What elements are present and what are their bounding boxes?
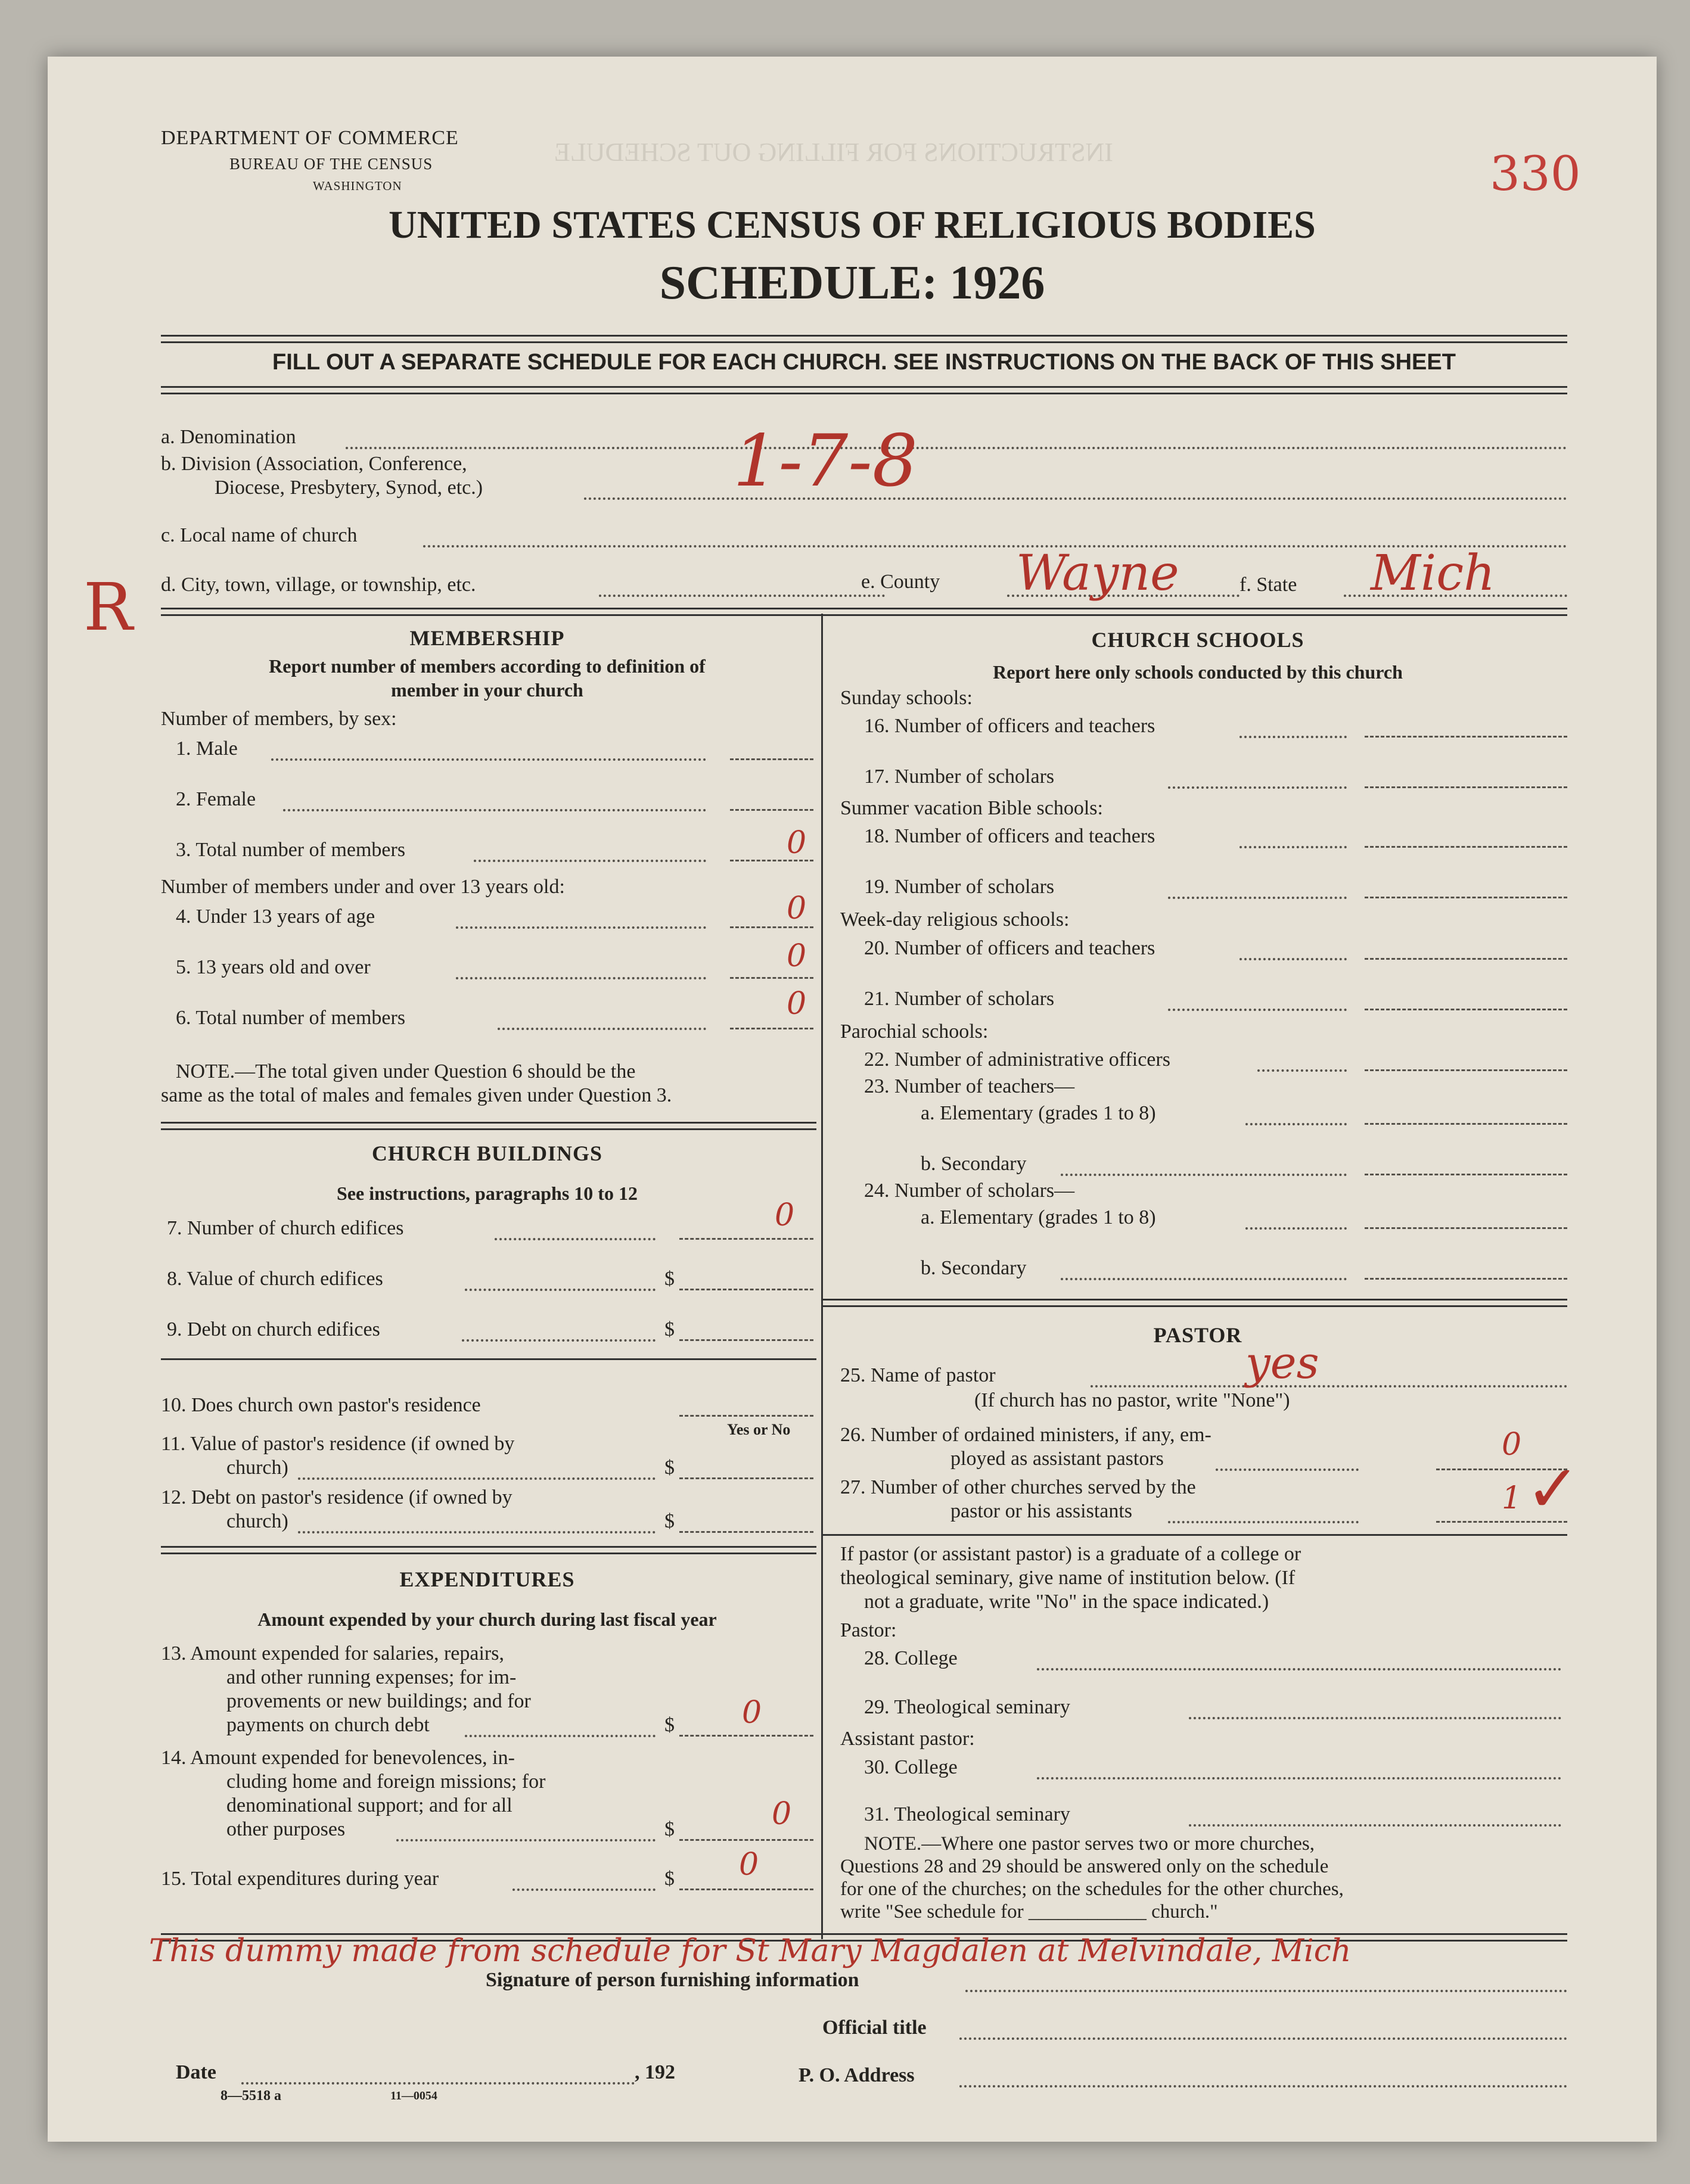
q5-leader bbox=[456, 977, 706, 979]
county-value: Wayne bbox=[1016, 545, 1179, 602]
q25-value: yes bbox=[1245, 1337, 1319, 1389]
bureau-city: WASHINGTON bbox=[313, 179, 402, 193]
q13-label-1: 13. Amount expended for salaries, repairs, bbox=[161, 1642, 504, 1665]
q31-label: 31. Theological seminary bbox=[864, 1803, 1070, 1825]
census-schedule-sheet bbox=[48, 57, 1657, 2142]
q11-label-1: 11. Value of pastor's residence (if owned by bbox=[161, 1433, 515, 1455]
department-name: DEPARTMENT OF COMMERCE bbox=[161, 127, 459, 149]
pastor-divider bbox=[822, 1299, 1567, 1307]
identification-divider bbox=[161, 608, 1567, 616]
q14-answer-field[interactable] bbox=[679, 1839, 813, 1841]
q10-answer-field[interactable] bbox=[679, 1415, 813, 1417]
pastor-sub-label: Pastor: bbox=[840, 1619, 897, 1641]
graduate-text-3: not a graduate, write "No" in the space indicated.) bbox=[864, 1591, 1269, 1613]
signature-label: Signature of person furnishing information bbox=[486, 1969, 859, 1991]
expenditures-title: EXPENDITURES bbox=[399, 1567, 575, 1591]
schools-title: CHURCH SCHOOLS bbox=[1091, 628, 1304, 652]
q12-label-1: 12. Debt on pastor's residence (if owned by bbox=[161, 1486, 512, 1508]
bleed-through-text: INSTRUCTIONS FOR FILLING OUT SCHEDULE bbox=[554, 138, 1113, 167]
buildings-divider bbox=[161, 1122, 816, 1130]
form-title: UNITED STATES CENSUS OF RELIGIOUS BODIES bbox=[389, 203, 1316, 247]
q24b-leader bbox=[1061, 1278, 1347, 1280]
q25-label: 25. Name of pastor bbox=[840, 1364, 996, 1386]
membership-sub-2: member in your church bbox=[391, 679, 583, 701]
q13-label-3: provements or new buildings; and for bbox=[226, 1690, 531, 1712]
q7-answer-field[interactable] bbox=[679, 1238, 813, 1240]
q3-total-label: 3. Total number of members bbox=[176, 839, 406, 861]
q4-answer-field[interactable] bbox=[730, 926, 813, 928]
q24b-label: b. Secondary bbox=[921, 1257, 1027, 1279]
membership-note-2: same as the total of males and females given under Question 3. bbox=[161, 1084, 672, 1106]
q8-answer-field[interactable] bbox=[679, 1289, 813, 1290]
pastor-title: PASTOR bbox=[1153, 1323, 1242, 1347]
expenditures-divider bbox=[161, 1546, 816, 1554]
q14-leader bbox=[396, 1839, 656, 1841]
q9-leader bbox=[462, 1339, 656, 1342]
q5-over13-label: 5. 13 years old and over bbox=[176, 956, 371, 978]
q23b-label: b. Secondary bbox=[921, 1153, 1027, 1175]
q21-leader bbox=[1168, 1009, 1347, 1011]
column-divider bbox=[821, 614, 823, 1939]
denomination-field[interactable] bbox=[346, 447, 1567, 449]
q15-label: 15. Total expenditures during year bbox=[161, 1868, 439, 1890]
header-divider bbox=[161, 335, 1567, 343]
q1-leader bbox=[271, 758, 706, 761]
buildings-title: CHURCH BUILDINGS bbox=[371, 1141, 603, 1165]
q13-answer-field[interactable] bbox=[679, 1735, 813, 1737]
q3-value: 0 bbox=[787, 825, 807, 861]
q8-dollar: $ bbox=[664, 1268, 675, 1290]
signature-field[interactable] bbox=[965, 1990, 1567, 1992]
q19-answer-field[interactable] bbox=[1365, 897, 1567, 898]
state-label: f. State bbox=[1239, 574, 1297, 596]
q2-leader bbox=[283, 809, 706, 811]
header-divider-2 bbox=[161, 386, 1567, 394]
q12-dollar: $ bbox=[664, 1510, 675, 1532]
q28-answer-field[interactable] bbox=[1037, 1668, 1561, 1670]
local-name-label: c. Local name of church bbox=[161, 524, 358, 546]
q4-under13-label: 4. Under 13 years of age bbox=[176, 906, 375, 928]
q5-answer-field[interactable] bbox=[730, 977, 813, 979]
q17-answer-field[interactable] bbox=[1365, 786, 1567, 788]
parochial-schools-label: Parochial schools: bbox=[840, 1021, 989, 1043]
q19-label: 19. Number of scholars bbox=[864, 876, 1055, 898]
q25-note: (If church has no pastor, write "None") bbox=[974, 1389, 1290, 1411]
q16-leader bbox=[1239, 736, 1347, 738]
q17-leader bbox=[1168, 786, 1347, 789]
schools-sub: Report here only schools conducted by this church bbox=[993, 661, 1403, 683]
q11-dollar: $ bbox=[664, 1457, 675, 1479]
date-year: , 192 bbox=[635, 2061, 675, 2083]
q11-answer-field[interactable] bbox=[679, 1477, 813, 1479]
official-title-label: Official title bbox=[822, 2017, 927, 2039]
q23a-answer-field[interactable] bbox=[1365, 1123, 1567, 1125]
buildings-inner-rule bbox=[161, 1358, 816, 1360]
q14-label-4: other purposes bbox=[226, 1818, 346, 1840]
q14-dollar: $ bbox=[664, 1818, 675, 1840]
q20-leader bbox=[1239, 958, 1347, 960]
assistant-pastor-label: Assistant pastor: bbox=[840, 1728, 975, 1750]
buildings-sub: See instructions, paragraphs 10 to 12 bbox=[337, 1183, 638, 1204]
corner-number: 330 bbox=[1490, 146, 1581, 201]
q21-label: 21. Number of scholars bbox=[864, 988, 1055, 1010]
q1-answer-field[interactable] bbox=[730, 758, 813, 760]
q29-label: 29. Theological seminary bbox=[864, 1696, 1070, 1718]
q23b-leader bbox=[1061, 1174, 1347, 1176]
q27-value: 1 bbox=[1502, 1480, 1522, 1516]
q20-label: 20. Number of officers and teachers bbox=[864, 937, 1155, 959]
q29-answer-field[interactable] bbox=[1189, 1717, 1561, 1719]
q19-leader bbox=[1168, 897, 1347, 899]
q6-value: 0 bbox=[787, 986, 807, 1022]
by-age-label: Number of members under and over 13 years old: bbox=[161, 876, 565, 898]
division-value: 1-7-8 bbox=[733, 420, 918, 503]
q8-label: 8. Value of church edifices bbox=[167, 1268, 383, 1290]
q7-value: 0 bbox=[775, 1197, 795, 1233]
q3-leader bbox=[474, 860, 706, 862]
q13-label-4: payments on church debt bbox=[226, 1714, 430, 1736]
state-value: Mich bbox=[1371, 545, 1495, 602]
sunday-schools-label: Sunday schools: bbox=[840, 687, 973, 709]
q12-leader bbox=[298, 1531, 656, 1533]
pastor-note-1: NOTE.—Where one pastor serves two or more churches, bbox=[864, 1833, 1315, 1855]
q15-value: 0 bbox=[739, 1847, 759, 1883]
form-number: 8—5518 a bbox=[220, 2088, 281, 2104]
q20-answer-field[interactable] bbox=[1365, 958, 1567, 960]
q11-leader bbox=[298, 1477, 656, 1480]
q7-label: 7. Number of church edifices bbox=[167, 1217, 404, 1239]
q12-label-2: church) bbox=[226, 1510, 288, 1532]
pastor-note-2: Questions 28 and 29 should be answered only on the schedule bbox=[840, 1856, 1329, 1877]
q23-label: 23. Number of teachers— bbox=[864, 1075, 1075, 1097]
q9-answer-field[interactable] bbox=[679, 1339, 813, 1341]
q14-value: 0 bbox=[772, 1796, 792, 1832]
q12-answer-field[interactable] bbox=[679, 1531, 813, 1533]
q27-label-2: pastor or his assistants bbox=[950, 1500, 1133, 1522]
q6-leader bbox=[498, 1028, 706, 1030]
city-field[interactable] bbox=[599, 595, 885, 597]
city-label: d. City, town, village, or township, etc. bbox=[161, 574, 476, 596]
graduate-text-2: theological seminary, give name of institution below. (If bbox=[840, 1567, 1296, 1589]
q24b-answer-field[interactable] bbox=[1365, 1278, 1567, 1280]
division-field[interactable] bbox=[584, 497, 1567, 500]
q30-answer-field[interactable] bbox=[1037, 1777, 1561, 1779]
q4-leader bbox=[456, 926, 706, 929]
membership-note-1: NOTE.—The total given under Question 6 should be the bbox=[176, 1060, 636, 1082]
q4-value: 0 bbox=[787, 891, 807, 926]
county-label: e. County bbox=[861, 571, 940, 593]
q26-label-1: 26. Number of ordained ministers, if any, em- bbox=[840, 1424, 1211, 1446]
margin-mark: R bbox=[83, 569, 133, 645]
q18-label: 18. Number of officers and teachers bbox=[864, 825, 1155, 847]
membership-sub-1: Report number of members according to definition of bbox=[269, 655, 706, 677]
q27-leader bbox=[1168, 1521, 1359, 1523]
q22-label: 22. Number of administrative officers bbox=[864, 1049, 1170, 1071]
q7-leader bbox=[495, 1238, 656, 1240]
q24-label: 24. Number of scholars— bbox=[864, 1180, 1075, 1202]
separate-schedule-instruction: FILL OUT A SEPARATE SCHEDULE FOR EACH CHURCH. SEE INSTRUCTIONS ON THE BACK OF THIS SHEET bbox=[272, 350, 1456, 375]
q22-leader bbox=[1257, 1069, 1347, 1072]
q2-female-label: 2. Female bbox=[176, 788, 256, 810]
q9-dollar: $ bbox=[664, 1318, 675, 1340]
q15-dollar: $ bbox=[664, 1868, 675, 1890]
yes-no-hint: Yes or No bbox=[727, 1421, 791, 1438]
q26-leader bbox=[1216, 1469, 1359, 1471]
date-field[interactable] bbox=[241, 2082, 635, 2085]
q27-label-1: 27. Number of other churches served by the bbox=[840, 1476, 1196, 1498]
date-label: Date bbox=[176, 2061, 216, 2083]
bureau-name: BUREAU OF THE CENSUS bbox=[229, 155, 433, 173]
q9-label: 9. Debt on church edifices bbox=[167, 1318, 380, 1340]
q28-label: 28. College bbox=[864, 1647, 958, 1669]
official-title-field[interactable] bbox=[959, 2037, 1567, 2040]
q8-leader bbox=[465, 1289, 656, 1291]
q10-label: 10. Does church own pastor's residence bbox=[161, 1394, 481, 1416]
q23a-leader bbox=[1245, 1123, 1347, 1125]
pastor-note-3: for one of the churches; on the schedules for the other churches, bbox=[840, 1878, 1344, 1900]
print-number: 11—0054 bbox=[390, 2089, 437, 2102]
q18-answer-field[interactable] bbox=[1365, 846, 1567, 848]
q25-answer-field[interactable] bbox=[1091, 1385, 1567, 1387]
handwritten-note: This dummy made from schedule for St Mary Magdalen at Melvindale, Mich bbox=[149, 1933, 1352, 1969]
q15-answer-field[interactable] bbox=[679, 1889, 813, 1890]
q23b-answer-field[interactable] bbox=[1365, 1174, 1567, 1175]
q23a-label: a. Elementary (grades 1 to 8) bbox=[921, 1102, 1156, 1124]
schedule-year: SCHEDULE: 1926 bbox=[659, 257, 1045, 309]
q15-leader bbox=[512, 1889, 656, 1891]
q21-answer-field[interactable] bbox=[1365, 1009, 1567, 1010]
membership-title: MEMBERSHIP bbox=[409, 626, 565, 650]
checkmark: ✓ bbox=[1526, 1451, 1581, 1527]
q26-label-2: ployed as assistant pastors bbox=[950, 1448, 1164, 1470]
expenditures-sub: Amount expended by your church during last fiscal year bbox=[257, 1609, 717, 1630]
q30-label: 30. College bbox=[864, 1756, 958, 1778]
q24a-answer-field[interactable] bbox=[1365, 1227, 1567, 1229]
q14-label-3: denominational support; and for all bbox=[226, 1794, 512, 1816]
q22-answer-field[interactable] bbox=[1365, 1069, 1567, 1071]
po-address-field[interactable] bbox=[959, 2085, 1567, 2087]
pastor-note-4: write "See schedule for ____________ church." bbox=[840, 1901, 1218, 1922]
graduate-text-1: If pastor (or assistant pastor) is a graduate of a college or bbox=[840, 1543, 1301, 1565]
po-address-label: P. O. Address bbox=[799, 2064, 915, 2086]
by-sex-label: Number of members, by sex: bbox=[161, 708, 397, 730]
q2-answer-field[interactable] bbox=[730, 809, 813, 811]
q16-answer-field[interactable] bbox=[1365, 736, 1567, 738]
q13-label-2: and other running expenses; for im- bbox=[226, 1666, 517, 1688]
q14-label-2: cluding home and foreign missions; for bbox=[226, 1771, 546, 1793]
denomination-label: a. Denomination bbox=[161, 426, 296, 448]
q6-answer-field[interactable] bbox=[730, 1028, 813, 1029]
q13-leader bbox=[465, 1735, 656, 1737]
graduate-rule bbox=[822, 1534, 1567, 1536]
q31-answer-field[interactable] bbox=[1189, 1824, 1561, 1827]
summer-schools-label: Summer vacation Bible schools: bbox=[840, 797, 1103, 819]
weekday-schools-label: Week-day religious schools: bbox=[840, 909, 1070, 931]
division-label-2: Diocese, Presbytery, Synod, etc.) bbox=[215, 477, 483, 499]
q1-male-label: 1. Male bbox=[176, 738, 238, 760]
q17-label: 17. Number of scholars bbox=[864, 766, 1055, 788]
q18-leader bbox=[1239, 846, 1347, 848]
q14-label-1: 14. Amount expended for benevolences, in- bbox=[161, 1747, 515, 1769]
q24a-label: a. Elementary (grades 1 to 8) bbox=[921, 1206, 1156, 1228]
q6-total-label: 6. Total number of members bbox=[176, 1007, 406, 1029]
q11-label-2: church) bbox=[226, 1457, 288, 1479]
q5-value: 0 bbox=[787, 938, 807, 974]
q24a-leader bbox=[1245, 1227, 1347, 1230]
q13-value: 0 bbox=[742, 1695, 762, 1731]
q13-dollar: $ bbox=[664, 1714, 675, 1736]
division-label-1: b. Division (Association, Conference, bbox=[161, 453, 467, 475]
q26-value: 0 bbox=[1502, 1427, 1522, 1463]
q16-label: 16. Number of officers and teachers bbox=[864, 715, 1155, 737]
